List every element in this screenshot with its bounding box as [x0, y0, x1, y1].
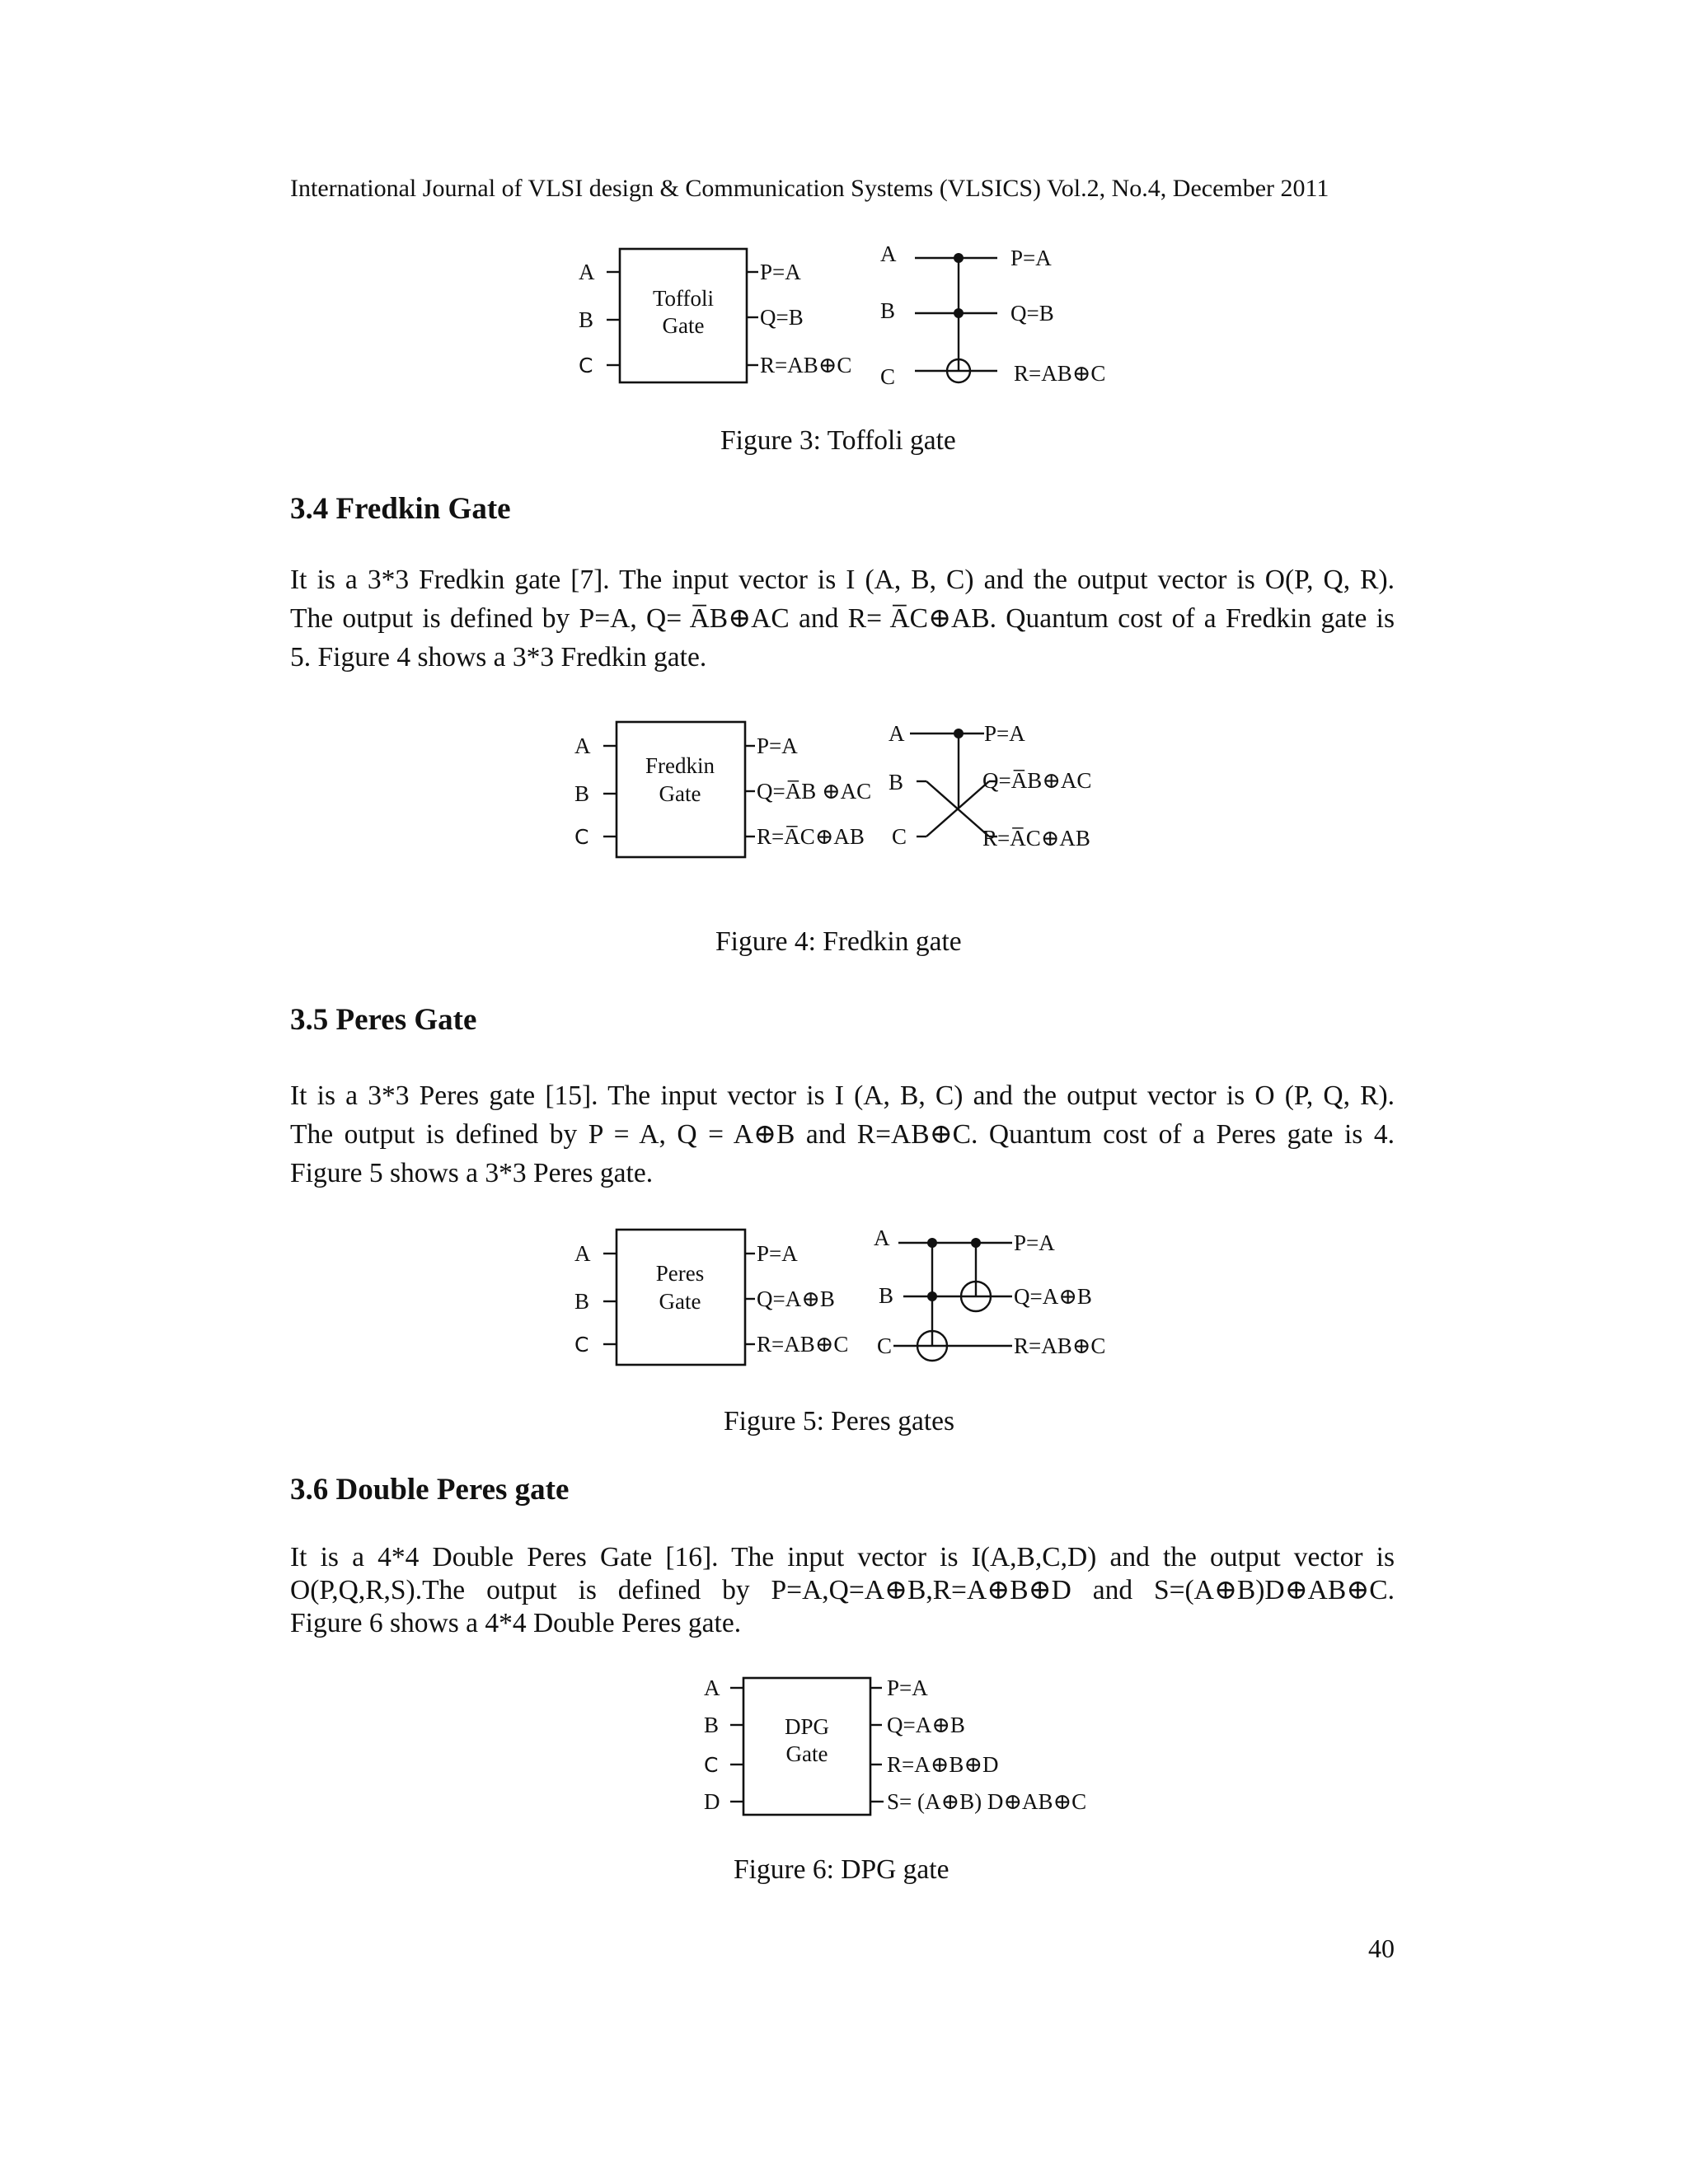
toffoli-circuit	[880, 241, 1105, 389]
figure-5-peres	[560, 1216, 1137, 1381]
peres-block-diagram	[574, 1230, 848, 1365]
input-label: C	[704, 1753, 719, 1777]
paragraph-line: 5. Figure 4 shows a 3*3 Fredkin gate.	[290, 642, 707, 673]
input-label: B	[704, 1713, 720, 1737]
paragraph-line: O(P,Q,R,S).The output is defined by P=A,Q=A⊕B,R=A⊕B⊕D and S=(A⊕B)D⊕AB⊕C.	[290, 1575, 1395, 1605]
box-title-line: DPG	[784, 1714, 830, 1739]
output-label: R=AB⊕C	[760, 353, 852, 377]
wire-output-label: Q=A⊕B	[1014, 1284, 1092, 1309]
figure-3-caption: Figure 3: Toffoli gate	[720, 425, 956, 456]
wire-output-label: Q=B	[1010, 301, 1054, 326]
toffoli-block-diagram	[579, 249, 851, 382]
wire-input-label: C	[892, 824, 907, 849]
output-label: P=A	[760, 260, 801, 284]
paragraph-line: The output is defined by P = A, Q = A⊕B and R=AB⊕C. Quantum cost of a Peres gate is 4.	[290, 1119, 1395, 1150]
fredkin-block-diagram	[574, 722, 871, 857]
wire-output-label: R=AB⊕C	[1014, 361, 1106, 386]
paragraph-line: It is a 3*3 Peres gate [15]. The input vector is I (A, B, C) and the output vector is O (P, Q, R).	[290, 1080, 1395, 1111]
box-title-line: Gate	[659, 1289, 701, 1314]
output-label: R=A⊕B⊕D	[887, 1752, 999, 1777]
fredkin-circuit	[889, 721, 1091, 851]
wire-input-label: C	[877, 1333, 893, 1358]
wire-output-label: Q=A̅B⊕AC	[982, 768, 1092, 793]
paragraph-line: Figure 5 shows a 3*3 Peres gate.	[290, 1158, 654, 1188]
output-label: R=A̅C⊕AB	[757, 824, 865, 849]
figure-4-caption: Figure 4: Fredkin gate	[715, 926, 962, 957]
input-label: A	[574, 1241, 591, 1266]
control-dot	[927, 1291, 937, 1301]
wire-output-label: R=A̅C⊕AB	[982, 826, 1090, 851]
output-label: P=A	[887, 1675, 928, 1700]
control-dot	[954, 729, 964, 738]
wire-output-label: P=A	[1010, 246, 1052, 270]
box-title-line: Gate	[659, 781, 701, 806]
section-3-5-paragraph	[290, 1076, 1395, 1193]
output-label: P=A	[757, 733, 798, 758]
input-label: B	[579, 307, 594, 332]
wire-input-label: A	[880, 241, 897, 266]
dpg-block-diagram	[704, 1675, 1086, 1815]
peres-circuit	[874, 1226, 1105, 1361]
input-label: C	[579, 354, 593, 377]
wire-input-label: C	[880, 364, 896, 389]
figure-6-caption: Figure 6: DPG gate	[734, 1854, 950, 1885]
paragraph-line: Figure 6 shows a 4*4 Double Peres gate.	[290, 1608, 742, 1638]
input-label: B	[574, 781, 590, 806]
figure-3-toffoli	[560, 231, 1137, 404]
section-3-6-paragraph	[290, 1538, 1395, 1637]
control-dot	[971, 1238, 981, 1248]
wire-input-label: B	[889, 770, 904, 794]
output-label: R=AB⊕C	[757, 1332, 849, 1357]
box-title-line: Gate	[662, 313, 705, 338]
journal-header: International Journal of VLSI design & Communication Systems (VLSICS) Vol.2, No.4, December 2011	[290, 175, 1329, 202]
output-label: S= (A⊕B) D⊕AB⊕C	[887, 1789, 1087, 1814]
input-label: C	[574, 825, 589, 849]
wire-input-label: A	[874, 1226, 890, 1250]
paragraph-line: It is a 4*4 Double Peres Gate [16]. The input vector is I(A,B,C,D) and the output vector is	[290, 1542, 1395, 1572]
section-3-4-heading: 3.4 Fredkin Gate	[290, 492, 511, 526]
section-3-5-heading: 3.5 Peres Gate	[290, 1003, 477, 1037]
input-label: B	[574, 1289, 590, 1314]
control-dot	[954, 253, 964, 263]
input-label: A	[574, 733, 591, 758]
section-3-4-paragraph	[290, 560, 1395, 677]
output-label: P=A	[757, 1241, 798, 1266]
wire-input-label: B	[880, 298, 896, 323]
page-number: 40	[1368, 1933, 1395, 1963]
output-label: Q=A̅B ⊕AC	[757, 779, 872, 804]
input-label: C	[574, 1333, 589, 1357]
box-title-line: Peres	[655, 1261, 705, 1286]
paragraph-line: The output is defined by P=A, Q= A̅B⊕AC and R= A̅C⊕AB. Quantum cost of a Fredkin gate is	[290, 603, 1395, 634]
paragraph-line: It is a 3*3 Fredkin gate [7]. The input vector is I (A, B, C) and the output vector is O(P, Q, R).	[290, 565, 1395, 595]
wire-input-label: B	[879, 1283, 894, 1308]
wire-output-label: P=A	[984, 721, 1025, 746]
figure-4-fredkin	[560, 709, 1137, 874]
wire-input-label: A	[889, 721, 905, 746]
wire-output-label: P=A	[1014, 1230, 1055, 1255]
figure-6-dpg	[692, 1665, 1121, 1830]
control-dot	[927, 1238, 937, 1248]
output-label: Q=A⊕B	[887, 1713, 965, 1737]
control-dot	[954, 308, 964, 318]
input-label: D	[704, 1789, 720, 1814]
output-label: Q=B	[760, 305, 804, 330]
section-3-6-heading: 3.6 Double Peres gate	[290, 1473, 570, 1507]
box-title-line: Toffoli	[652, 286, 715, 311]
input-label: A	[704, 1675, 720, 1700]
output-label: Q=A⊕B	[757, 1286, 835, 1311]
box-title-line: Fredkin	[645, 753, 715, 778]
wire-output-label: R=AB⊕C	[1014, 1333, 1106, 1358]
box-title-line: Gate	[785, 1741, 828, 1766]
input-label: A	[579, 260, 595, 284]
figure-5-caption: Figure 5: Peres gates	[724, 1406, 955, 1436]
